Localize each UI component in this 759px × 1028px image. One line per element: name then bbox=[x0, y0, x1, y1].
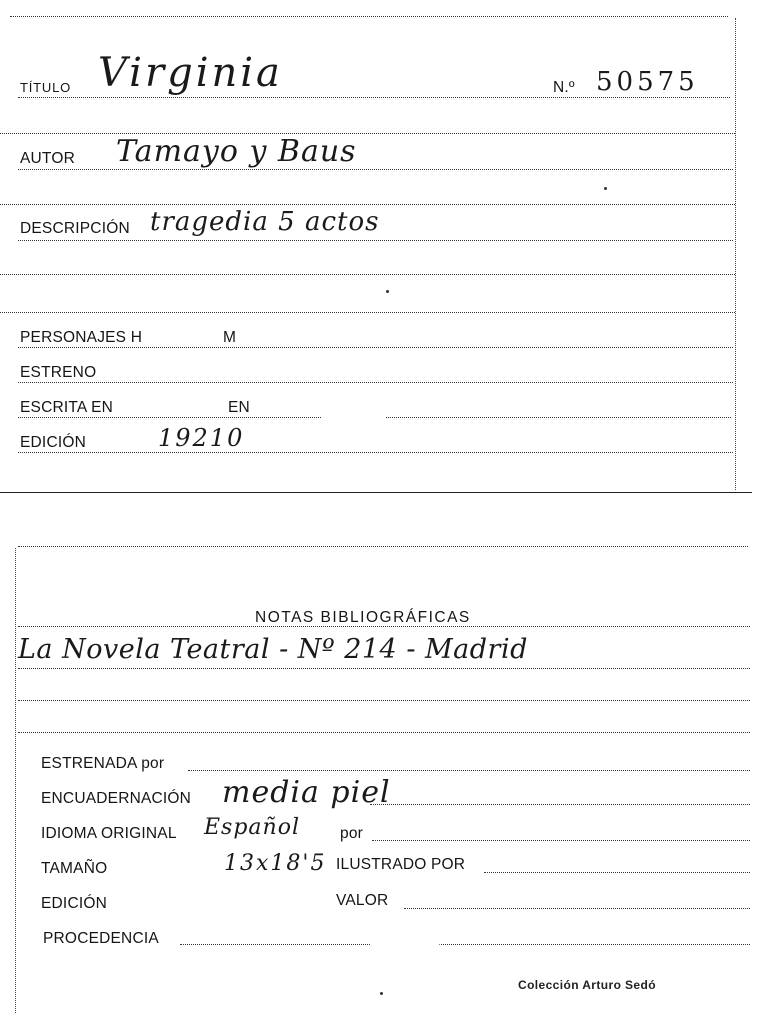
escrita-line-right bbox=[386, 417, 731, 418]
encuadernacion-value: media piel bbox=[222, 775, 391, 810]
autor-value: Tamayo y Baus bbox=[116, 134, 357, 169]
descripcion-line bbox=[18, 240, 733, 241]
procedencia-line bbox=[180, 944, 750, 945]
catalog-card-top bbox=[0, 0, 759, 495]
edicion-label: EDICIÓN bbox=[41, 895, 107, 912]
idioma-value: Español bbox=[204, 815, 300, 840]
notas-value: La Novela Teatral - Nº 214 - Madrid bbox=[18, 634, 528, 665]
descripcion-label: DESCRIPCIÓN bbox=[20, 220, 130, 237]
notas-line bbox=[18, 732, 750, 733]
por-label: por bbox=[340, 825, 364, 842]
paper-stain bbox=[330, 392, 382, 444]
titulo-label: TÍTULO bbox=[20, 80, 72, 95]
tamano-label: TAMAÑO bbox=[41, 860, 108, 877]
autor-label: AUTOR bbox=[20, 150, 75, 167]
blank-line bbox=[0, 274, 735, 275]
card-right-edge bbox=[735, 18, 736, 490]
titulo-line bbox=[18, 97, 730, 98]
encuadernacion-line bbox=[370, 804, 750, 805]
estrenada-line bbox=[188, 770, 750, 771]
card-left-edge bbox=[15, 548, 16, 1013]
estreno-label: ESTRENO bbox=[20, 364, 97, 381]
notas-title-line bbox=[18, 626, 750, 627]
ink-speck bbox=[604, 187, 607, 190]
blank-line bbox=[0, 312, 735, 313]
card-top-border bbox=[18, 546, 748, 547]
personajes-line bbox=[18, 347, 733, 348]
escrita-line-left bbox=[18, 417, 321, 418]
ilustrado-line bbox=[484, 872, 750, 873]
valor-line bbox=[404, 908, 750, 909]
idioma-label: IDIOMA ORIGINAL bbox=[41, 825, 177, 842]
tamano-value: 13x18'5 bbox=[224, 851, 327, 876]
escrita-en-label: EN bbox=[228, 399, 250, 416]
notas-line bbox=[18, 700, 750, 701]
notas-title: NOTAS BIBLIOGRÁFICAS bbox=[255, 609, 471, 626]
ink-speck bbox=[386, 290, 389, 293]
procedencia-label: PROCEDENCIA bbox=[43, 930, 159, 947]
valor-label: VALOR bbox=[336, 892, 389, 909]
paper-stain bbox=[370, 920, 440, 980]
encuadernacion-label: ENCUADERNACIÓN bbox=[41, 790, 192, 807]
edicion-line bbox=[18, 452, 733, 453]
blank-line bbox=[0, 204, 735, 205]
personajes-label: PERSONAJES H bbox=[20, 329, 143, 346]
ink-speck bbox=[380, 992, 383, 995]
por-line bbox=[372, 840, 750, 841]
titulo-value: Virginia bbox=[98, 50, 283, 96]
collection-credit: Colección Arturo Sedó bbox=[518, 978, 656, 992]
blank-line bbox=[0, 133, 735, 134]
edicion-value: 19210 bbox=[158, 424, 245, 452]
autor-line bbox=[18, 169, 733, 170]
escrita-label: ESCRITA EN bbox=[20, 399, 114, 416]
edicion-label: EDICIÓN bbox=[20, 434, 86, 451]
card-top-border bbox=[10, 16, 728, 17]
catalog-card-bottom bbox=[0, 540, 759, 1028]
estreno-line bbox=[18, 382, 733, 383]
estrenada-label: ESTRENADA por bbox=[41, 755, 165, 772]
card-bottom-edge bbox=[0, 492, 752, 493]
numero-label: N.º bbox=[553, 79, 575, 96]
ilustrado-label: ILUSTRADO POR bbox=[336, 856, 466, 873]
descripcion-value: tragedia 5 actos bbox=[150, 207, 380, 237]
numero-value: 50575 bbox=[596, 67, 699, 97]
personajes-m-label: M bbox=[223, 329, 237, 346]
notas-line bbox=[18, 668, 750, 669]
